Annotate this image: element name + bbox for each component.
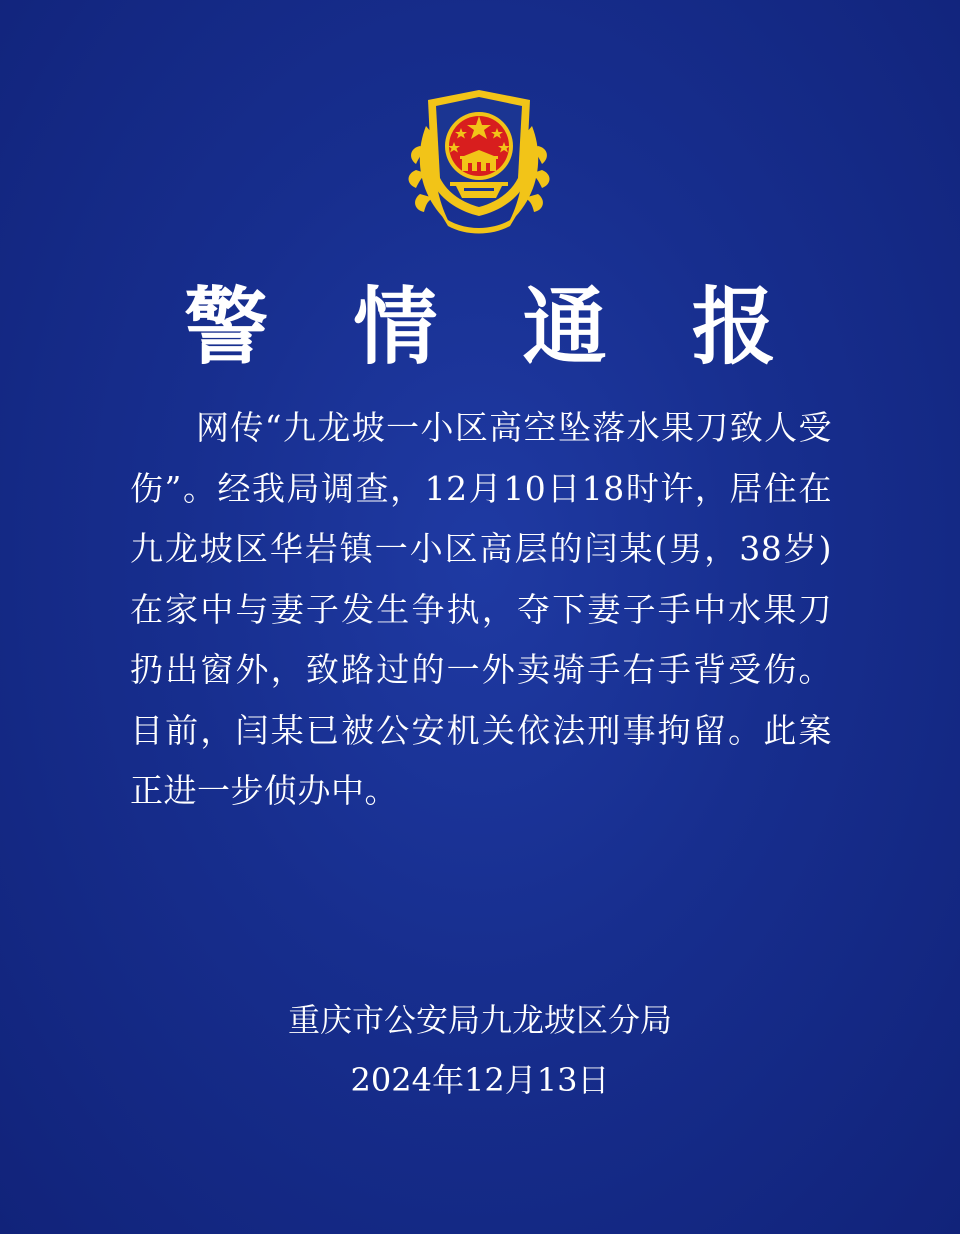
notice-title: 警 情 通 报 — [184, 278, 804, 376]
notice-body: 网传“九龙坡一小区高空坠落水果刀致人受伤”。经我局调查，12月10日18时许，居住在九龙坡区华岩镇一小区高层的闫某(男，38岁) 在家中与妻子发生争执，夺下妻子手中水果刀扔出窗外，致路过的一外卖骑手右手背受伤。目前，闫某已被公安机关依法刑事拘留。此案正进一步侦办中。 — [130, 408, 832, 810]
issue-date: 2024年12月13日 — [350, 1061, 610, 1099]
police-emblem-icon — [406, 86, 552, 236]
issuing-authority: 重庆市公安局九龙坡区分局 — [287, 1001, 672, 1039]
